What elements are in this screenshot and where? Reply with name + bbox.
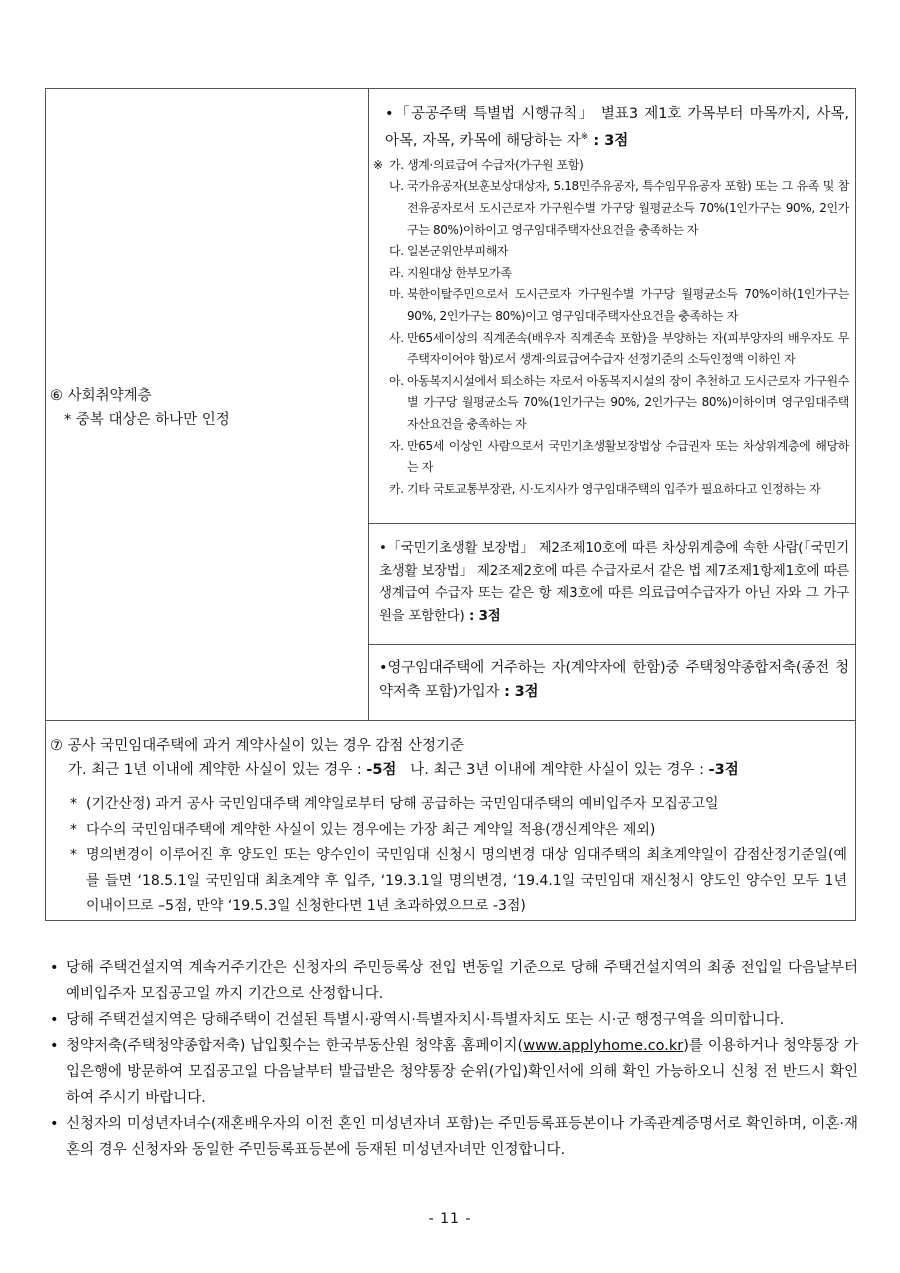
note-item: [373, 263, 849, 285]
bullet-dot: •: [50, 1038, 59, 1054]
note-mark: [373, 328, 389, 371]
note-key: 라.: [389, 265, 404, 280]
note-item: [373, 328, 849, 371]
note-text: 아동복지시설에서 퇴소하는 자로서 아동복지시설의 장이 추천하고 도시근로자 가구원수별 가구당 월평균소득 70%(1인가구는 90%, 2인가구는 80%)이하이며 영구임대주택자산요건을 충족하는 자: [407, 373, 849, 431]
info-bullets: [46, 955, 858, 1163]
criteria1-notes: [373, 155, 849, 501]
note-mark: [373, 436, 389, 479]
note-text: 생계·의료급여 수급자(가구원 포함): [407, 157, 584, 172]
section7-note: [70, 818, 847, 844]
bullet-dot: •: [50, 1012, 59, 1028]
note-text: 일본군위안부피해자: [407, 244, 509, 259]
section7-note: [70, 843, 847, 920]
note-item: [373, 284, 849, 327]
bullet-text: 당해 주택건설지역 계속거주기간은 신청자의 주민등록상 전입 변동일 기준으로 당해 주택건설지역의 최종 전입일 다음날부터 예비입주자 모집공고일 까지 기간으로 산정합니다.: [66, 960, 858, 1002]
asterisk-mark: *: [70, 821, 77, 838]
bullet-dot: •: [50, 1116, 59, 1132]
bullet-item: [46, 955, 858, 1007]
bullet-text-pre: 청약저축(주택청약종합저축) 납입횟수는 한국부동산원 청약홈 홈페이지(: [66, 1038, 524, 1054]
bullet-item: [46, 1033, 858, 1111]
note-item: [373, 241, 849, 263]
criteria1-bullet: •: [385, 106, 394, 122]
section7-scores: [50, 758, 847, 783]
note-item: [373, 371, 849, 436]
note-mark: [373, 284, 389, 327]
section7-note-text: 명의변경이 이루어진 후 양도인 또는 양수인이 국민임대 신청시 명의변경 대상 임대주택의 최초계약일이 감점산정기준일(예를 들면 ‘18.5.1일 국민임대 최초계약 후 입주, ‘19.3.1일 명의변경, ‘19.4.1일 국민임대 재신청시 양도인 양수인 모두 1년 이내이므로 –5점, 만약 ‘19.5.3일 신청한다면 1년 초과하였으므로 -3점): [86, 847, 847, 914]
criteria1-heading: [373, 103, 849, 153]
bullet-dot: •: [50, 960, 59, 976]
section7-note-text: 다수의 국민임대주택에 계약한 사실이 있는 경우에는 가장 최근 계약일 적용(갱신계약은 제외): [86, 821, 656, 838]
bullet-text: 당해 주택건설지역은 당해주택이 건설된 특별시·광역시·특별자치시·특별자치도 또는 시·군 행정구역을 의미합니다.: [66, 1012, 785, 1028]
score-b-value: -3점: [708, 762, 739, 778]
criteria3-score: : 3점: [499, 683, 539, 700]
bullet-text-post: )를 이용하거나 청약통장 가입은행에 방문하여 모집공고일 다음날부터 발급받은 청약통장 순위(가입)확인서에 의해 확인 가능하오니 신청 전 반드시 확인하여 주시기 바랍니다.: [66, 1038, 859, 1106]
note-item: [373, 479, 849, 501]
note-mark: [373, 176, 389, 241]
note-mark: [373, 371, 389, 436]
criteria1-score: : 3점: [588, 132, 629, 149]
criteria2-cell: [369, 524, 855, 645]
score-a-label: 가. 최근 1년 이내에 계약한 사실이 있는 경우 :: [68, 762, 367, 778]
note-key: 가.: [389, 157, 404, 172]
section7-note-text: (기간산정) 과거 공사 국민임대주택 계약일로부터 당해 공급하는 국민임대주택의 예비입주자 모집공고일: [86, 796, 719, 812]
criteria2-score: : 3점: [464, 608, 501, 624]
section7-title: ⑦ 공사 국민임대주택에 과거 계약사실이 있는 경우 감점 산정기준: [50, 738, 465, 754]
criteria1-cell: [369, 89, 855, 524]
criteria1-text: 「공공주택 특별법 시행규칙」 별표3 제1호 가목부터 마목까지, 사목, 아목, 자목, 카목에 해당하는 자: [385, 106, 849, 149]
note-mark: [373, 263, 389, 285]
page-number: - 11 -: [428, 1211, 472, 1227]
criteria3: [379, 657, 849, 704]
note-key: 카.: [389, 481, 404, 496]
note-text: 지원대상 한부모가족: [407, 265, 512, 280]
bullet-text: 신청자의 미성년자녀수(재혼배우자의 이전 혼인 미성년자녀 포함)는 주민등록표등본이나 가족관계증명서로 확인하며, 이혼·재혼의 경우 신청자와 동일한 주민등록표등본에 등재된 미성년자녀만 인정합니다.: [66, 1116, 858, 1158]
criteria1-sup: ※: [580, 132, 589, 142]
note-mark: [373, 241, 389, 263]
section7-note: [70, 792, 847, 818]
score-b-label: 나. 최근 3년 이내에 계약한 사실이 있는 경우 :: [410, 762, 709, 778]
section7-row: [46, 721, 855, 920]
bullet-text: [66, 1033, 858, 1111]
note-text: 기타 국토교통부장관, 시·도지사가 영구임대주택의 입주가 필요하다고 인정하는 자: [407, 481, 821, 496]
note-text: 만65세 이상인 사람으로서 국민기초생활보장법상 수급권자 또는 차상위계층에 해당하는 자: [407, 438, 849, 475]
section6-category-cell: [46, 89, 369, 720]
section6-note: * 중복 대상은 하나만 인정: [64, 412, 230, 428]
note-mark: ※: [373, 157, 383, 172]
section6-row: [46, 89, 855, 721]
note-key: 아.: [389, 373, 404, 388]
note-item: [373, 176, 849, 241]
note-key: 자.: [389, 438, 404, 453]
criteria3-cell: [369, 645, 855, 720]
asterisk-mark: *: [70, 796, 77, 812]
bullet-item: [46, 1111, 858, 1163]
note-item: [373, 155, 849, 177]
section7-notes: [50, 792, 847, 920]
note-text: 북한이탈주민으로서 도시근로자 가구원수별 가구당 월평균소득 70%이하(1인가구는 90%, 2인가구는 80%)이고 영구임대주택자산요건을 충족하는 자: [407, 287, 849, 323]
note-key: 다.: [389, 244, 404, 259]
note-text: 국가유공자(보훈보상대상자, 5.18민주유공자, 특수임무유공자 포함) 또는 그 유족 및 참전유공자로서 도시근로자 가구원수별 가구당 월평균소득 70%(1인가구는 90%, 2인가구는 80%)이하이고 영구임대주택자산요건을 충족하는 자: [407, 179, 849, 237]
note-mark: [373, 479, 389, 501]
note-key: 마.: [389, 287, 404, 302]
asterisk-mark: *: [70, 847, 77, 863]
section6-title: ⑥ 사회취약계층: [50, 388, 152, 404]
criteria2: [379, 538, 849, 628]
note-text: 만65세이상의 직계존속(배우자 직계존속 포함)을 부양하는 자(피부양자의 배우자도 무주택자이어야 함)로서 생계·의료급여수급자 선정기준의 소득인정액 이하인 자: [407, 330, 849, 367]
scoring-table: [45, 88, 856, 921]
score-a-value: -5점: [366, 762, 397, 778]
section6-criteria-column: [369, 89, 855, 720]
applyhome-link[interactable]: www.applyhome.co.kr: [523, 1038, 684, 1054]
criteria3-text: •영구임대주택에 거주하는 자(계약자에 한함)중 주택청약종합저축(종전 청약저축 포함)가입자: [379, 660, 849, 700]
bullet-item: [46, 1007, 858, 1033]
criteria2-text: •「국민기초생활 보장법」 제2조제10호에 따른 차상위계층에 속한 사람(「국민기초생활 보장법」 제2조제2호에 따른 수급자로서 같은 법 제7조제1항제1호에 따른 생계급여 수급자 또는 같은 항 제3호에 따른 의료급여수급자가 아닌 자와 그 가구원을 포함한다): [379, 541, 849, 624]
note-key: 사.: [389, 330, 404, 345]
note-key: 나.: [389, 179, 404, 194]
note-item: [373, 436, 849, 479]
